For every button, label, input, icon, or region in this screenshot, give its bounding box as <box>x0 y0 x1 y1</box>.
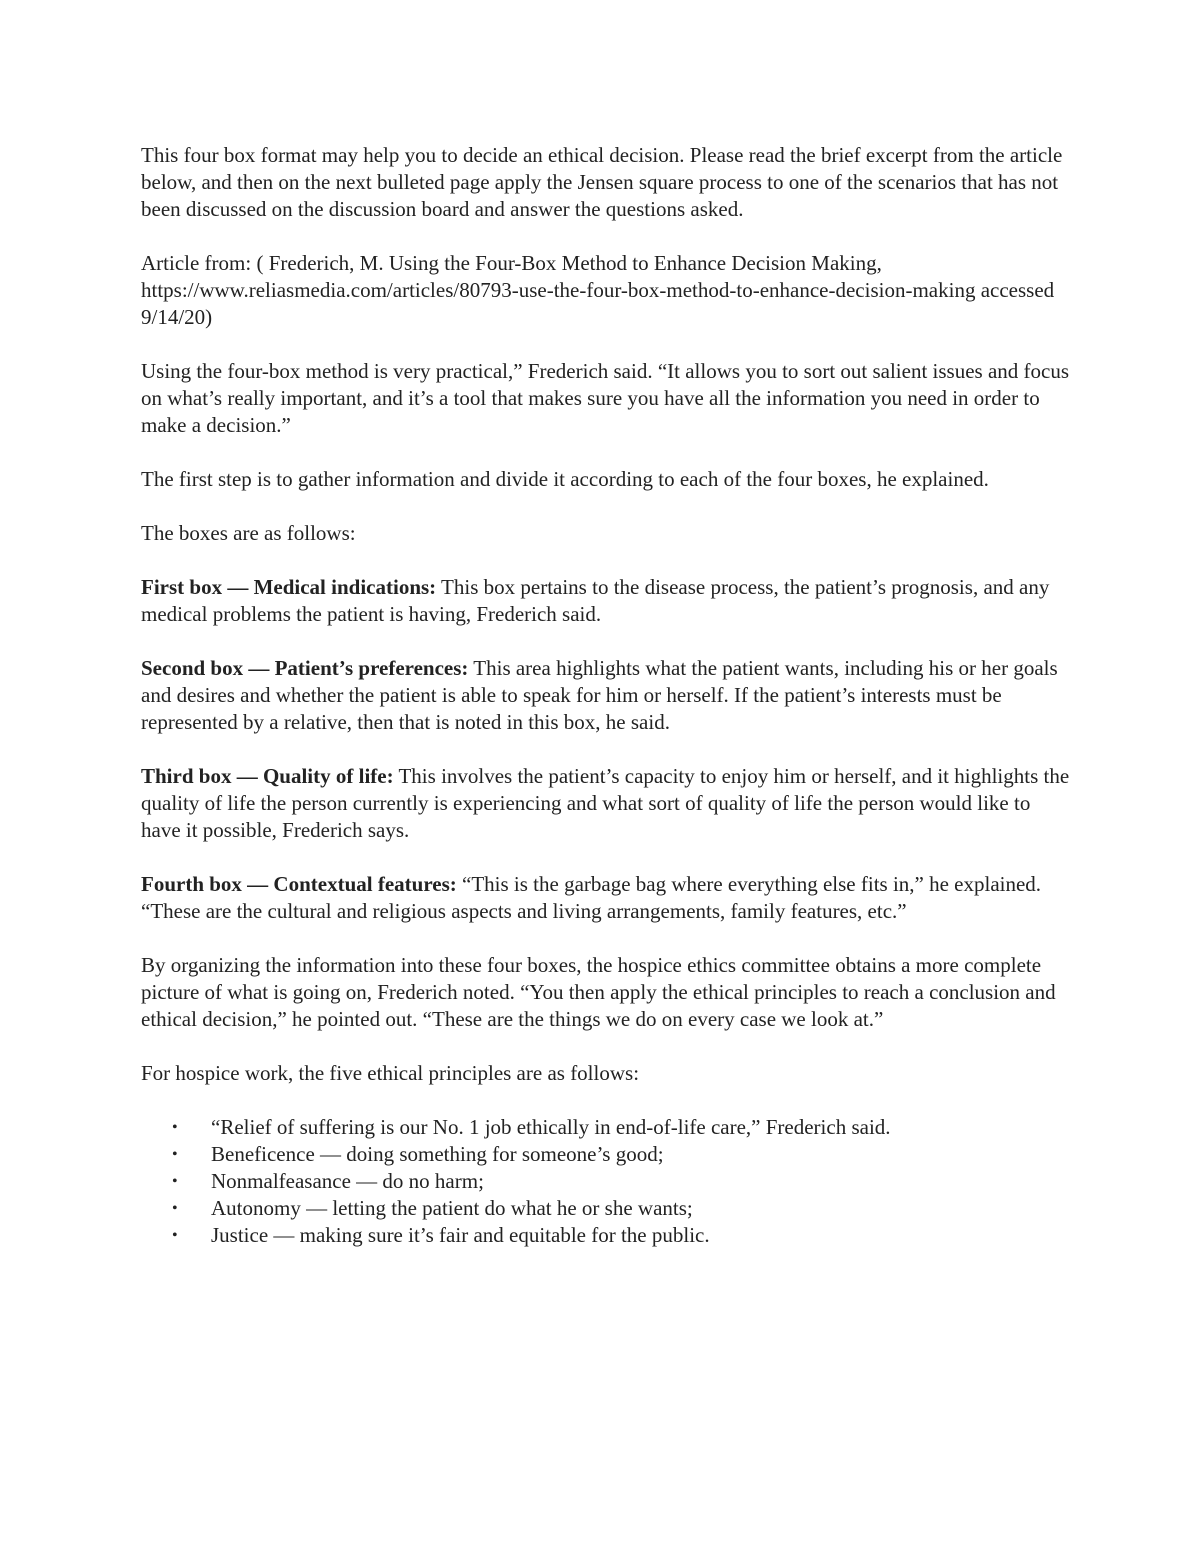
citation-paragraph: Article from: ( Frederich, M. Using the Four-Box Method to Enhance Decision Making, https://www.reliasmedia.com/articles/80793-use-the-four-box-method-to-enhance-decision-making accessed 9/14/20) <box>141 251 1055 329</box>
box-text: This involves the patient’s capacity to enjoy him or herself, and it highlights the quality of life the person currently is experiencing and what sort of quality of life the person would like to have it possible, Frederich says. <box>141 764 1070 842</box>
first-step-paragraph: The first step is to gather information and divide it according to each of the four boxes, he explained. <box>141 467 989 491</box>
box-paragraph-fourth <box>141 871 1071 925</box>
list-item-text: Autonomy — letting the patient do what he or she wants; <box>211 1196 693 1220</box>
bullet-icon: • <box>172 1119 178 1136</box>
list-item <box>141 1222 1071 1249</box>
list-item <box>141 1114 1071 1141</box>
box-paragraph-second <box>141 655 1071 736</box>
box-text: “This is the garbage bag where everything else fits in,” he explained. “These are the cultural and religious aspects and living arrangements, family features, etc.” <box>141 872 1042 923</box>
quote-paragraph: Using the four-box method is very practical,” Frederich said. “It allows you to sort out salient issues and focus on what’s really important, and it’s a tool that makes sure you have all the information you need in order to make a decision.” <box>141 359 1070 437</box>
principles-list <box>141 1114 1071 1249</box>
list-item <box>141 1168 1071 1195</box>
box-text: This area highlights what the patient wants, including his or her goals and desires and whether the patient is able to speak for him or herself. If the patient’s interests must be represented by a relative, then that is noted in this box, he said. <box>141 656 1058 734</box>
document-page <box>141 142 1071 1249</box>
box-label: First box — Medical indications: <box>141 575 437 599</box>
list-item <box>141 1141 1071 1168</box>
bullet-icon: • <box>172 1173 178 1190</box>
list-item-text: Nonmalfeasance — do no harm; <box>211 1169 484 1193</box>
list-item-text: Justice — making sure it’s fair and equitable for the public. <box>211 1223 710 1247</box>
box-label: Second box — Patient’s preferences: <box>141 656 469 680</box>
intro-paragraph: This four box format may help you to decide an ethical decision. Please read the brief excerpt from the article below, and then on the next bulleted page apply the Jensen square process to one of the scenarios that has not been discussed on the discussion board and answer the questions asked. <box>141 143 1063 221</box>
box-paragraph-first <box>141 574 1071 628</box>
list-item <box>141 1195 1071 1222</box>
box-paragraph-third <box>141 763 1071 844</box>
list-item-text: Beneficence — doing something for someone’s good; <box>211 1142 664 1166</box>
list-item-text: “Relief of suffering is our No. 1 job ethically in end-of-life care,” Frederich said. <box>211 1115 891 1139</box>
boxes-intro-paragraph: The boxes are as follows: <box>141 521 356 545</box>
bullet-icon: • <box>172 1146 178 1163</box>
principles-intro-paragraph: For hospice work, the five ethical principles are as follows: <box>141 1061 640 1085</box>
box-text: This box pertains to the disease process, the patient’s prognosis, and any medical problems the patient is having, Frederich said. <box>141 575 1050 626</box>
bullet-icon: • <box>172 1227 178 1244</box>
bullet-icon: • <box>172 1200 178 1217</box>
box-label: Third box — Quality of life: <box>141 764 394 788</box>
organizing-paragraph: By organizing the information into these four boxes, the hospice ethics committee obtains a more complete picture of what is going on, Frederich noted. “You then apply the ethical principles to reach a conclusion and ethical decision,” he pointed out. “These are the things we do on every case we look at.” <box>141 953 1056 1031</box>
box-label: Fourth box — Contextual features: <box>141 872 457 896</box>
